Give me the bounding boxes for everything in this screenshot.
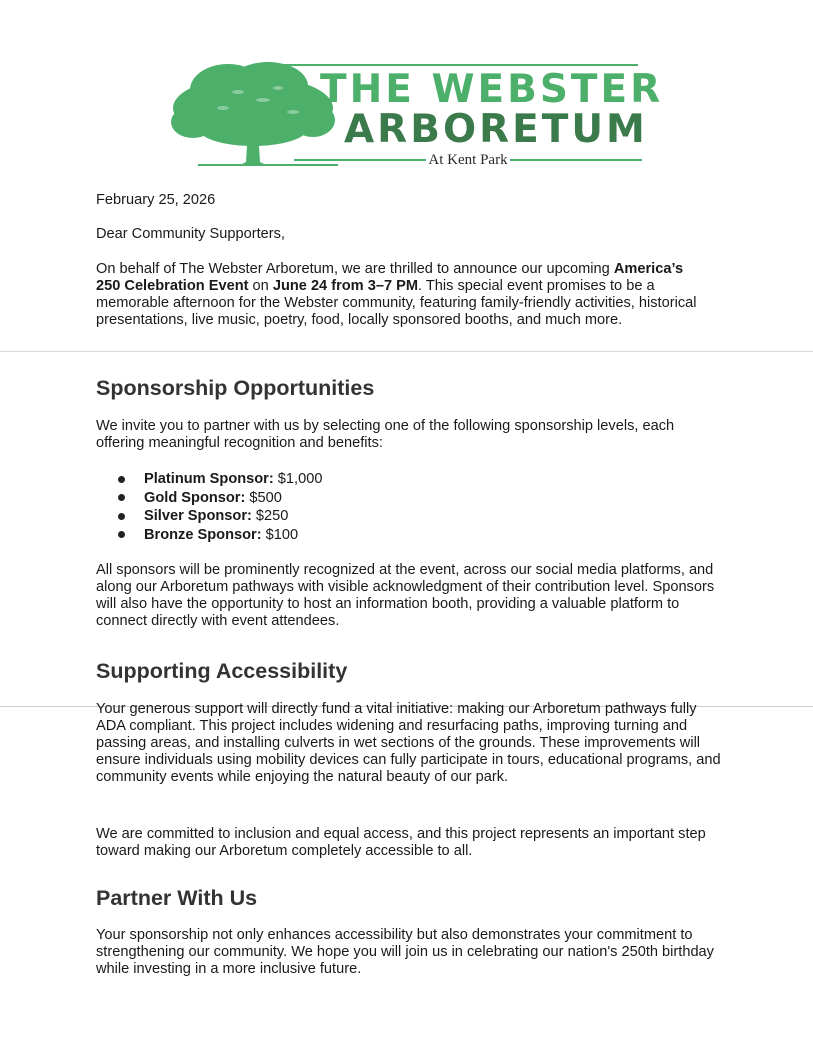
sponsorship-level-bronze <box>118 526 322 545</box>
intro-text: On behalf of The Webster Arboretum, we are thrilled to announce our upcoming <box>96 261 614 277</box>
intro-text: . This special event promises to be a memorable afternoon for the Webster community, featuring family-friendly activities, historical presentations, live music, poetry, food, locally sponsored booths, and much more. <box>96 278 697 328</box>
letter-date: February 25, 2026 <box>96 192 216 208</box>
section-heading-sponsorship: Sponsorship Opportunities <box>96 376 375 400</box>
logo-subtitle-rule <box>510 159 642 161</box>
accessibility-paragraph-1: Your generous support will directly fund a vital initiative: making our Arboretum pathways fully ADA compliant. This project includes widening and resurfacing paths, improving turning and passing areas, and installing culverts in wet sections of the grounds. These improvements will ensure individuals using mobility devices can fully participate in tours, educational programs, and community events while enjoying the natural beauty of our park. <box>96 701 721 785</box>
level-name: Platinum Sponsor: <box>144 471 274 487</box>
intro-paragraph <box>96 261 706 329</box>
logo-subtitle-row <box>294 152 642 168</box>
partner-paragraph: Your sponsorship not only enhances accessibility but also demonstrates your commitment to strengthening our community. We hope you will join us in celebrating our nation's 250th birthday while investing in a more inclusive future. <box>96 927 714 977</box>
level-amount: $500 <box>249 489 282 506</box>
event-name: America’s 250 Celebration Event <box>96 261 684 294</box>
logo-subtitle-rule <box>294 159 426 161</box>
bullet-icon <box>118 494 125 501</box>
logo-title-line1: THE WEBSTER <box>320 67 664 112</box>
intro-text: on <box>248 278 273 294</box>
sponsorship-level-gold <box>118 489 322 508</box>
section-heading-accessibility: Supporting Accessibility <box>96 659 348 683</box>
sponsor-recognition-paragraph: All sponsors will be prominently recognized at the event, across our social media platforms, and along our Arboretum pathways with visible acknowledgment of their contribution level. Sponsors will also have the opportunity to host an information booth, providing a valuable platform to connect directly with event attendees. <box>96 562 715 629</box>
accessibility-paragraph-2: We are committed to inclusion and equal access, and this project represents an important step toward making our Arboretum completely accessible to all. <box>96 826 706 859</box>
sponsorship-level-platinum <box>118 470 322 489</box>
level-amount: $250 <box>255 508 289 524</box>
bullet-icon <box>118 513 125 520</box>
bullet-icon <box>118 476 125 483</box>
letter-salutation: Dear Community Supporters, <box>96 226 285 242</box>
scan-fold-line <box>0 351 813 352</box>
sponsorship-levels-list <box>118 470 322 544</box>
level-amount: $1,000 <box>277 471 323 487</box>
level-name: Silver Sponsor: <box>144 508 252 524</box>
bullet-icon <box>118 531 125 538</box>
logo-subtitle: At Kent Park <box>428 151 508 168</box>
logo-top-rule <box>274 64 638 66</box>
level-name: Gold Sponsor: <box>144 489 246 506</box>
sponsorship-intro: We invite you to partner with us by selecting one of the following sponsorship levels, each offering meaningful recognition and benefits: <box>96 418 675 451</box>
sponsorship-level-silver <box>118 507 322 526</box>
level-amount: $100 <box>265 526 299 543</box>
level-name: Bronze Sponsor: <box>144 526 262 543</box>
section-heading-partner: Partner With Us <box>96 886 258 910</box>
event-date-time: June 24 from 3–7 PM <box>272 278 419 294</box>
arboretum-logo <box>168 58 664 170</box>
logo-title-line2: ARBORETUM <box>344 107 648 152</box>
